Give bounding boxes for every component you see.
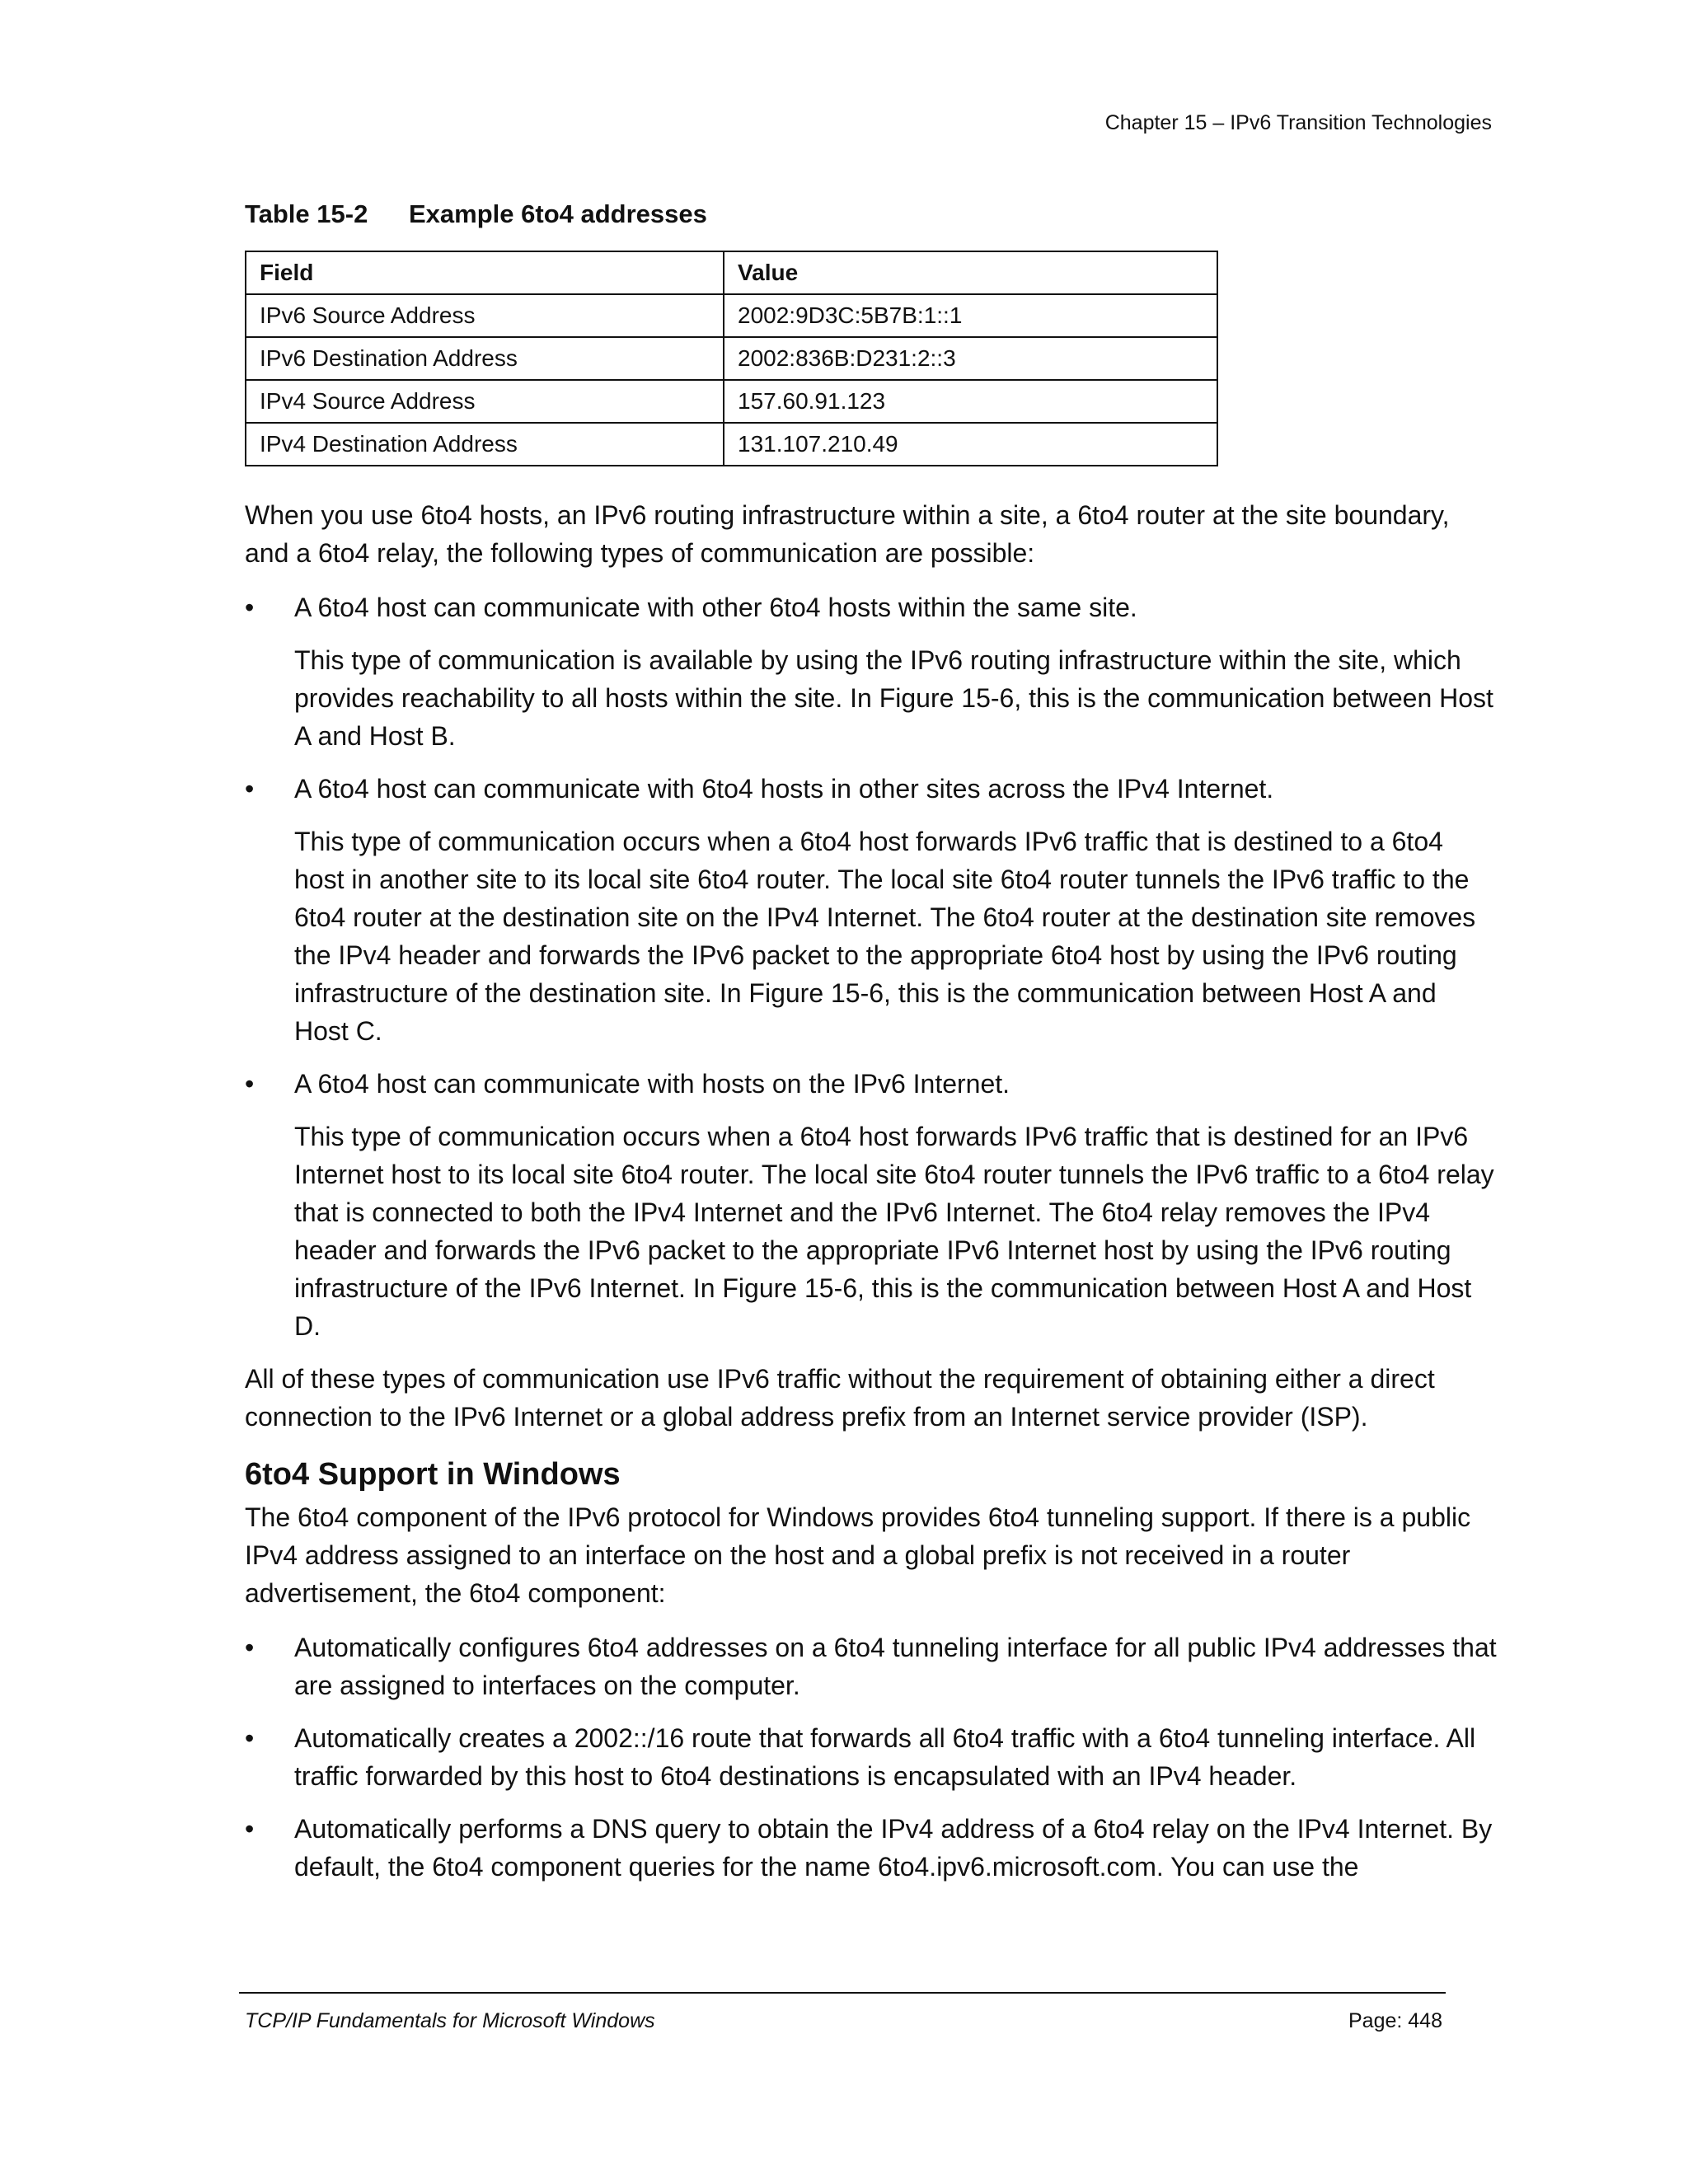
bullet-detail-paragraph: This type of communication occurs when a 6to4 host forwards IPv6 traffic that is destined to a 6to4 host in another site to its local site 6to4 router. The local site 6to4 router tunnels the IPv6 traffic to the 6to4 router at the destination site on the IPv4 Internet. The 6to4 router at the destination site removes the IPv4 header and forwards the IPv6 packet to the appropriate 6to4 host by using the IPv6 routing infrastructure of the destination site. In Figure 15-6, this is the communication between Host A and Host C. <box>294 827 1476 1046</box>
example-6to4-addresses-table <box>245 251 1218 466</box>
bullet-glyph: • <box>245 1069 255 1099</box>
bullet-item <box>245 770 1498 808</box>
running-header: Chapter 15 – IPv6 Transition Technologies <box>1104 111 1492 134</box>
bullet-glyph: • <box>245 593 255 622</box>
table-row <box>246 380 1217 423</box>
bullet-glyph: • <box>245 774 255 804</box>
table-row <box>246 294 1217 337</box>
table-cell-field: IPv6 Source Address <box>246 294 724 337</box>
section-intro-paragraph: The 6to4 component of the IPv6 protocol for Windows provides 6to4 tunneling support. If there is a public IPv4 address assigned to an interface on the host and a global prefix is not received in a router advertisement, the 6to4 component: <box>245 1502 1471 1608</box>
body-content <box>245 496 1498 1900</box>
table-cell-value: 2002:836B:D231:2::3 <box>724 337 1217 380</box>
bullet-item <box>245 1719 1498 1795</box>
bullet-text: A 6to4 host can communicate with hosts on the IPv6 Internet. <box>294 1069 1010 1099</box>
bullet-text: A 6to4 host can communicate with other 6to4 hosts within the same site. <box>294 593 1137 622</box>
table-cell-value: 157.60.91.123 <box>724 380 1217 423</box>
footer-page-number: Page: 448 <box>1348 2009 1442 2032</box>
bullet-text: A 6to4 host can communicate with 6to4 hosts in other sites across the IPv4 Internet. <box>294 774 1274 804</box>
bullet-glyph: • <box>245 1814 255 1844</box>
footer-divider <box>239 1992 1446 1994</box>
footer-book-title: TCP/IP Fundamentals for Microsoft Windows <box>245 2009 655 2032</box>
bullet-item <box>245 1810 1498 1886</box>
summary-paragraph: All of these types of communication use IPv6 traffic without the requirement of obtaining either a direct connection to the IPv6 Internet or a global address prefix from an Internet service provider (ISP). <box>245 1364 1435 1432</box>
column-header-value: Value <box>724 251 1217 294</box>
table-cell-value: 131.107.210.49 <box>724 423 1217 466</box>
bullet-detail-paragraph: This type of communication occurs when a 6to4 host forwards IPv6 traffic that is destined for an IPv6 Internet host to its local site 6to4 router. The local site 6to4 router tunnels the IPv6 traffic to a 6to4 relay that is connected to both the IPv4 Internet and the IPv6 Internet. The 6to4 relay removes the IPv4 header and forwards the IPv6 packet to the appropriate IPv6 Internet host by using the IPv6 routing infrastructure of the IPv6 Internet. In Figure 15-6, this is the communication between Host A and Host D. <box>294 1122 1494 1341</box>
table-cell-field: IPv4 Destination Address <box>246 423 724 466</box>
table-header-row <box>246 251 1217 294</box>
table-row <box>246 423 1217 466</box>
table-caption-number: Table 15-2 <box>245 199 368 228</box>
table-cell-field: IPv6 Destination Address <box>246 337 724 380</box>
table-cell-field: IPv4 Source Address <box>246 380 724 423</box>
bullet-text: Automatically performs a DNS query to obtain the IPv4 address of a 6to4 relay on the IPv4 Internet. By default, the 6to4 component queries for the name 6to4.ipv6.microsoft.com. You can use the <box>294 1814 1493 1882</box>
table-row <box>246 337 1217 380</box>
table-caption <box>245 199 707 229</box>
table-cell-value: 2002:9D3C:5B7B:1::1 <box>724 294 1217 337</box>
bullet-item <box>245 588 1498 626</box>
bullet-item <box>245 1065 1498 1103</box>
intro-paragraph: When you use 6to4 hosts, an IPv6 routing infrastructure within a site, a 6to4 router at the site boundary, and a 6to4 relay, the following types of communication are possible: <box>245 500 1450 568</box>
bullet-glyph: • <box>245 1723 255 1753</box>
bullet-detail-paragraph: This type of communication is available by using the IPv6 routing infrastructure within the site, which provides reachability to all hosts within the site. In Figure 15-6, this is the communication between Host A and Host B. <box>294 645 1493 751</box>
bullet-text: Automatically configures 6to4 addresses on a 6to4 tunneling interface for all public IPv4 addresses that are assigned to interfaces on the computer. <box>294 1633 1497 1700</box>
bullet-text: Automatically creates a 2002::/16 route that forwards all 6to4 traffic with a 6to4 tunneling interface. All traffic forwarded by this host to 6to4 destinations is encapsulated with an IPv4 header. <box>294 1723 1476 1791</box>
section-heading: 6to4 Support in Windows <box>245 1457 621 1492</box>
column-header-field: Field <box>246 251 724 294</box>
bullet-glyph: • <box>245 1633 255 1662</box>
table-caption-title: Example 6to4 addresses <box>409 199 707 228</box>
bullet-item <box>245 1629 1498 1704</box>
